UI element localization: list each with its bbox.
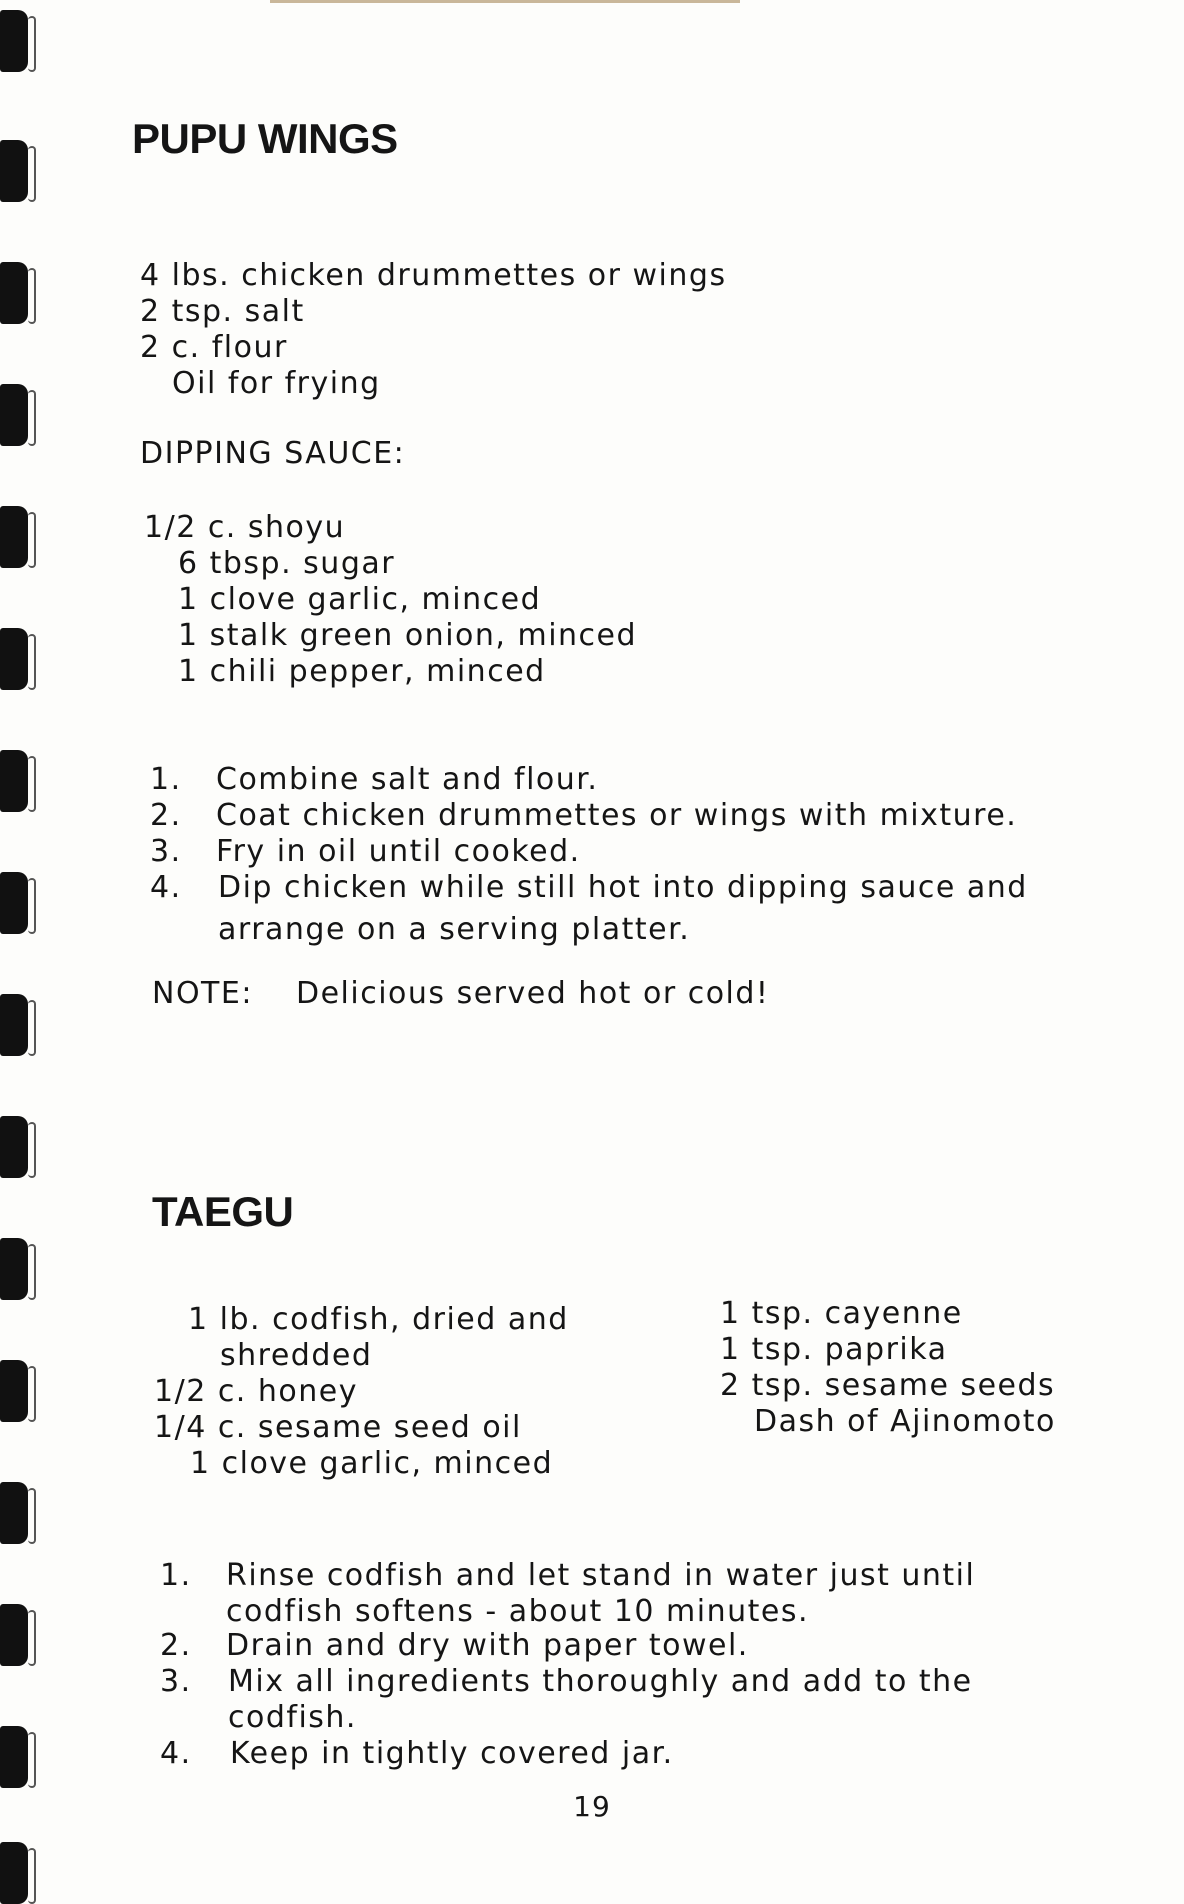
binding-coil — [0, 1482, 28, 1544]
top-edge-rule — [270, 0, 740, 3]
sauce-ingredient: 6 tbsp. sugar — [178, 546, 396, 581]
sauce-ingredient: 1 clove garlic, minced — [178, 582, 542, 617]
binding-coil — [0, 750, 28, 812]
binding-coil — [0, 1604, 28, 1666]
binding-coil — [0, 506, 28, 568]
step-text: Rinse codfish and let stand in water just until codfish softens - about 10 minutes. — [226, 1558, 976, 1629]
page-number: 19 — [573, 1790, 611, 1823]
step-number: 2. — [150, 798, 182, 833]
step-text: Keep in tightly covered jar. — [230, 1736, 674, 1771]
ingredient: 1/2 c. honey — [154, 1374, 358, 1409]
ingredient: 2 tsp. salt — [140, 294, 305, 329]
sauce-heading: DIPPING SAUCE: — [140, 436, 406, 471]
binding-coil — [0, 140, 28, 202]
binding-coil — [0, 628, 28, 690]
step-number: 3. — [160, 1664, 192, 1699]
instruction-step — [150, 798, 1050, 834]
ingredient: Oil for frying — [172, 366, 381, 401]
ingredient: 2 c. flour — [140, 330, 288, 365]
ingredient: 1 lb. codfish, dried and — [188, 1302, 569, 1337]
note-text: Delicious served hot or cold! — [296, 976, 770, 1011]
step-number: 4. — [150, 870, 182, 905]
step-number: 1. — [150, 762, 182, 797]
step-text: Dip chicken while still hot into dipping sauce and arrange on a serving platter. — [218, 870, 1028, 947]
instruction-step — [150, 870, 1050, 950]
binding-coil — [0, 262, 28, 324]
instruction-step — [150, 762, 1050, 798]
step-text: Drain and dry with paper towel. — [226, 1628, 749, 1663]
sauce-ingredient: 1/2 c. shoyu — [144, 510, 346, 545]
binding-coil — [0, 384, 28, 446]
ingredient: shredded — [220, 1338, 373, 1373]
instruction-step — [160, 1628, 1060, 1664]
instruction-step — [160, 1558, 1060, 1630]
ingredient: 1 tsp. cayenne — [720, 1296, 963, 1331]
binding-coil — [0, 10, 28, 72]
ingredient: 4 lbs. chicken drummettes or wings — [140, 258, 727, 293]
ingredient: Dash of Ajinomoto — [754, 1404, 1056, 1439]
recipe-title: PUPU WINGS — [132, 115, 398, 162]
binding-coil — [0, 994, 28, 1056]
sauce-ingredient: 1 chili pepper, minced — [178, 654, 546, 689]
binding-coil — [0, 1360, 28, 1422]
step-text: Coat chicken drummettes or wings with mixture. — [216, 798, 1018, 833]
recipe-title: TAEGU — [152, 1188, 294, 1235]
binding-coil — [0, 1726, 28, 1788]
sauce-ingredient: 1 stalk green onion, minced — [178, 618, 638, 653]
ingredient: 1 tsp. paprika — [720, 1332, 948, 1367]
binding-coil — [0, 872, 28, 934]
ingredient: 2 tsp. sesame seeds — [720, 1368, 1056, 1403]
ingredient: 1 clove garlic, minced — [190, 1446, 554, 1481]
note-label: NOTE: — [152, 976, 253, 1011]
step-number: 3. — [150, 834, 182, 869]
binding-coil — [0, 1116, 28, 1178]
binding-coil — [0, 1842, 28, 1904]
instruction-step — [150, 834, 1050, 870]
step-text: Combine salt and flour. — [216, 762, 599, 797]
step-number: 4. — [160, 1736, 192, 1771]
ingredient: 1/4 c. sesame seed oil — [154, 1410, 522, 1445]
binding-coil — [0, 1238, 28, 1300]
step-text: Fry in oil until cooked. — [216, 834, 581, 869]
step-number: 1. — [160, 1558, 192, 1593]
instruction-step — [160, 1736, 1060, 1772]
instruction-step — [160, 1664, 1060, 1736]
step-number: 2. — [160, 1628, 192, 1663]
step-text: Mix all ingredients thoroughly and add to the codfish. — [228, 1664, 973, 1735]
spiral-binding — [0, 0, 60, 1904]
